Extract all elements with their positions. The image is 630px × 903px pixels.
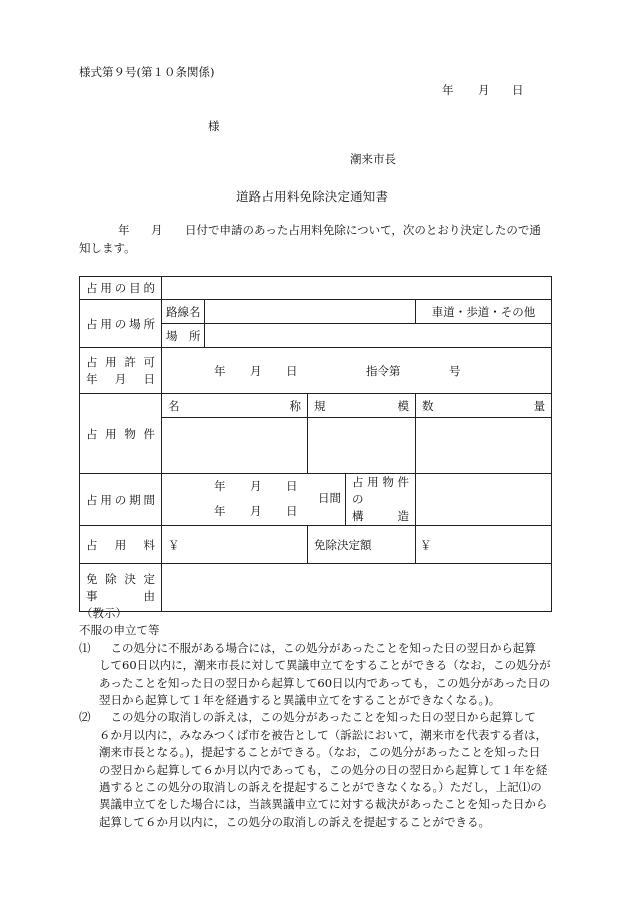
route-label-cell — [162, 300, 205, 324]
object-header-row — [80, 394, 552, 418]
intro-month-label: 月 — [151, 223, 163, 237]
period-label-cell — [80, 474, 162, 526]
object-qty-cell — [416, 418, 552, 474]
fee-value-cell — [162, 526, 308, 564]
note-item-2 — [79, 709, 559, 831]
place-label: 場 所 — [166, 328, 201, 343]
form-table — [79, 276, 552, 612]
note-item-2-line4: の翌日から起算して６か月以内であっても，この処分の日の翌日から起算して１年を経 — [99, 762, 548, 777]
intro-year-label: 年 — [118, 223, 130, 237]
route-value-cell — [205, 300, 416, 324]
reason-label-line2: 事 由 — [86, 588, 155, 603]
exempt-amount-label-cell — [308, 526, 416, 564]
structure-label-line2: 構 造 — [352, 509, 409, 523]
col-name-part1: 名 — [168, 398, 180, 413]
note-item-1 — [79, 640, 559, 710]
object-spec-cell — [308, 418, 416, 474]
note-item-2-line7: 起算して６か月以内に，この処分の取消しの訴えを提起することができる。 — [99, 814, 490, 829]
period-value-cell — [162, 474, 346, 526]
note-item-2-line5: 過するとこの処分の取消しの訴えを提起することができなくなる。）ただし，上記⑴の — [99, 780, 542, 795]
col-qty-header — [416, 394, 552, 418]
note-item-2-line6: 異議申立てをした場合には，当該異議申立てに対する裁決があったことを知った日から — [99, 797, 548, 812]
permit-label-line1: 占 用 許 可 — [86, 354, 155, 369]
intro-text-line2: 知します。 — [79, 241, 136, 255]
purpose-value-cell — [162, 277, 552, 300]
place-value-cell — [205, 324, 552, 348]
permit-label-cell — [80, 348, 162, 394]
route-label: 路線名 — [166, 304, 201, 319]
fee-label: 占 用 料 — [86, 537, 155, 552]
period-end-year: 年 — [214, 504, 226, 518]
period-row — [80, 474, 552, 526]
object-name-cell — [162, 418, 308, 474]
object-label: 占用物件 — [86, 426, 155, 441]
note-item-1-line3: あったことを知った日の翌日から起算して60日以内であっても，この処分があった日の — [99, 675, 551, 690]
form-number: 様式第９号(第１０条関係) — [79, 65, 215, 79]
purpose-label-cell — [80, 277, 162, 300]
fee-yen-symbol: ￥ — [168, 537, 180, 552]
note-item-2-line2: ６か月以内に，みなみつくば市を被告として（訴訟において，潮来市を代表する者は， — [99, 727, 548, 742]
note-item-1-line2: して60日以内に，潮来市長に対して異議申立てをすることができる（なお，この処分が — [99, 658, 551, 673]
notes-section — [79, 605, 559, 831]
period-end-month: 月 — [250, 504, 262, 518]
purpose-row — [80, 277, 552, 300]
location-label: 占用の場所 — [86, 316, 155, 331]
col-name-header — [162, 394, 308, 418]
col-spec-part1: 規 — [314, 398, 326, 413]
date-year-label: 年 — [442, 83, 454, 97]
note-item-1-line4: 翌日から起算して１年を経過すると異議申立てをすることができなくなる。)。 — [99, 693, 501, 708]
date-month-label: 月 — [478, 83, 490, 97]
permit-year-label: 年 — [214, 364, 226, 378]
fee-label-cell — [80, 526, 162, 564]
reason-label-line1: 免 除 決 定 — [86, 571, 155, 586]
addressee-suffix: 様 — [208, 119, 220, 133]
date-day-label: 日 — [512, 83, 524, 97]
issuer-name: 潮来市長 — [350, 152, 396, 166]
document-title: 道路占用料免除決定通知書 — [236, 189, 388, 204]
period-days-unit: 日間 — [318, 491, 341, 505]
permit-number-suffix: 号 — [449, 364, 461, 378]
col-qty-part2: 量 — [533, 398, 546, 413]
note-item-2-number: ⑵ — [79, 710, 91, 725]
road-type-cell — [416, 300, 552, 324]
col-name-part2: 称 — [289, 398, 301, 413]
permit-date-row — [80, 348, 552, 394]
col-spec-part2: 模 — [397, 398, 409, 413]
fee-row — [80, 526, 552, 564]
purpose-label: 占用の目的 — [86, 281, 155, 295]
structure-value-cell — [416, 474, 552, 526]
period-end-day: 日 — [286, 504, 298, 518]
place-label-cell — [162, 324, 205, 348]
note-item-1-line1: この処分に不服がある場合には，この処分があったことを知った日の翌日から起算 — [110, 640, 536, 655]
permit-value-cell — [162, 348, 552, 394]
note-item-2-line3: 潮来市長となる。)，提起することができる。（なお，この処分があったことを知った日 — [99, 745, 541, 760]
notes-heading: （教示） — [81, 606, 127, 620]
object-label-cell — [80, 394, 162, 474]
permit-day-label: 日 — [286, 364, 298, 378]
period-label: 占用の期間 — [86, 492, 155, 507]
exempt-amount-value-cell — [416, 526, 552, 564]
notes-subheading: 不服の申立て等 — [79, 623, 160, 638]
col-spec-header — [308, 394, 416, 418]
permit-month-label: 月 — [250, 364, 262, 378]
period-start-year: 年 — [214, 479, 226, 493]
period-start-month: 月 — [250, 479, 262, 493]
col-qty-part1: 数 — [422, 398, 434, 413]
structure-label-cell — [346, 474, 416, 526]
permit-number-prefix: 指令第 — [366, 364, 401, 378]
permit-label-line2: 年 月 日 — [86, 371, 155, 386]
intro-text-line1: 日付で申請のあった占用料免除について，次のとおり決定したので通 — [185, 223, 541, 237]
exempt-amount-label: 免除決定額 — [314, 537, 372, 552]
note-item-1-number: ⑴ — [79, 640, 91, 655]
location-route-row — [80, 300, 552, 324]
location-label-cell — [80, 300, 162, 348]
note-item-2-line1: この処分の取消しの訴えは，この処分があったことを知った日の翌日から起算して — [110, 710, 536, 725]
structure-label-line1: 占用物件の — [352, 475, 409, 506]
exempt-yen-symbol: ￥ — [420, 537, 432, 552]
period-start-day: 日 — [286, 479, 298, 493]
road-type: 車道・歩道・その他 — [431, 304, 536, 319]
